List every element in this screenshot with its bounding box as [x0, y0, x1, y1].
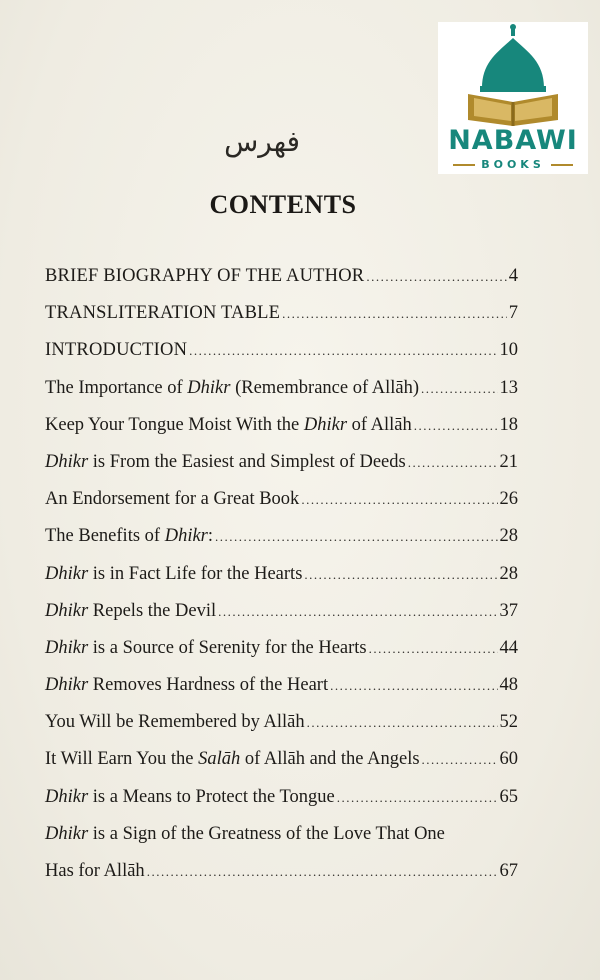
toc-leader-dots: [366, 258, 506, 295]
toc-entry[interactable]: [45, 407, 518, 444]
toc-entry-title: The Importance of Dhikr (Remembrance of Allāh): [45, 377, 419, 398]
toc-page-number: 37: [499, 600, 518, 621]
toc-leader-dots: [369, 630, 498, 667]
toc-page-number: 21: [499, 451, 518, 472]
toc-page-number: 52: [499, 712, 518, 733]
page-title: CONTENTS: [209, 190, 357, 219]
toc-leader-dots: [189, 332, 497, 369]
toc-entry-title: It Will Earn You the Salāh of Allāh and the Angels: [45, 749, 420, 770]
toc-entry-title: Dhikr is in Fact Life for the Hearts: [45, 563, 303, 584]
toc-entry[interactable]: [45, 370, 518, 407]
toc-entry-title: You Will be Remembered by Allāh: [45, 712, 305, 733]
toc-entry-title: Dhikr is a Sign of the Greatness of the Love That One: [45, 823, 445, 844]
toc-entry[interactable]: [45, 630, 518, 667]
toc-leader-dots: [421, 370, 498, 407]
toc-entry-title: BRIEF BIOGRAPHY OF THE AUTHOR: [45, 266, 365, 286]
toc-page-number: 18: [499, 414, 518, 435]
toc-page-number: 65: [499, 786, 518, 807]
toc-entry-title: An Endorsement for a Great Book: [45, 489, 300, 510]
toc-entry-title: Dhikr Repels the Devil: [45, 600, 217, 621]
logo-brand-sub: BOOKS: [438, 158, 588, 172]
toc-entry[interactable]: [45, 593, 518, 630]
toc-entry-title: Dhikr is a Source of Serenity for the Hearts: [45, 637, 367, 658]
toc-page-number: 28: [499, 526, 518, 547]
toc-leader-dots: [147, 853, 498, 890]
toc-entry[interactable]: [45, 816, 518, 853]
toc-entry[interactable]: [45, 556, 518, 593]
toc-page-number: 67: [499, 861, 518, 881]
toc-entry-title: TRANSLITERATION TABLE: [45, 303, 281, 324]
toc-page-number: 28: [499, 563, 518, 584]
toc-page-number: 60: [499, 749, 518, 770]
toc-entry-title: Dhikr is a Means to Protect the Tongue: [45, 786, 335, 807]
toc-page-number: 44: [499, 637, 518, 658]
toc-entry[interactable]: [45, 481, 518, 518]
toc-entry-title: Dhikr is From the Easiest and Simplest of Deeds: [45, 451, 406, 472]
logo-brand-name: NABAWI: [448, 125, 578, 156]
toc-leader-dots: [422, 741, 498, 778]
toc-entry[interactable]: [45, 332, 518, 369]
toc-page-number: 10: [499, 340, 518, 361]
toc-entry[interactable]: [45, 518, 518, 555]
toc-entry-title: Dhikr Removes Hardness of the Heart: [45, 675, 329, 696]
toc-leader-dots: [408, 444, 498, 481]
toc-entry[interactable]: [45, 704, 518, 741]
toc-leader-dots: [215, 518, 497, 555]
toc-leader-dots: [282, 295, 507, 332]
toc-entry-title: The Benefits of Dhikr:: [45, 526, 214, 547]
toc-page-number: 4: [508, 266, 518, 286]
toc-leader-dots: [218, 593, 497, 630]
toc-entry-title: Keep Your Tongue Moist With the Dhikr of Allāh: [45, 414, 412, 435]
toc-page-number: 48: [499, 675, 518, 696]
toc-entry-title: INTRODUCTION: [45, 340, 188, 361]
mosque-book-icon: [438, 22, 588, 126]
toc-page-number: 13: [499, 377, 518, 398]
toc-entry[interactable]: [45, 295, 518, 332]
toc-leader-dots: [304, 556, 497, 593]
toc-leader-dots: [307, 704, 498, 741]
toc-entry[interactable]: [45, 667, 518, 704]
toc-entry[interactable]: [45, 779, 518, 816]
nabawi-books-logo[interactable]: [438, 22, 588, 174]
toc-leader-dots: [330, 667, 497, 704]
toc-entry-title: Has for Allāh: [45, 861, 145, 881]
toc-page-number: 26: [499, 489, 518, 510]
toc-leader-dots: [301, 481, 497, 518]
toc-entry[interactable]: [45, 444, 518, 481]
toc-entry[interactable]: [45, 853, 518, 890]
toc-leader-dots: [337, 779, 498, 816]
table-of-contents: [45, 258, 518, 890]
toc-page-number: 7: [508, 303, 518, 324]
toc-entry[interactable]: [45, 258, 518, 295]
toc-entry[interactable]: [45, 741, 518, 778]
arabic-heading: فهرس: [224, 125, 300, 158]
toc-leader-dots: [414, 407, 498, 444]
